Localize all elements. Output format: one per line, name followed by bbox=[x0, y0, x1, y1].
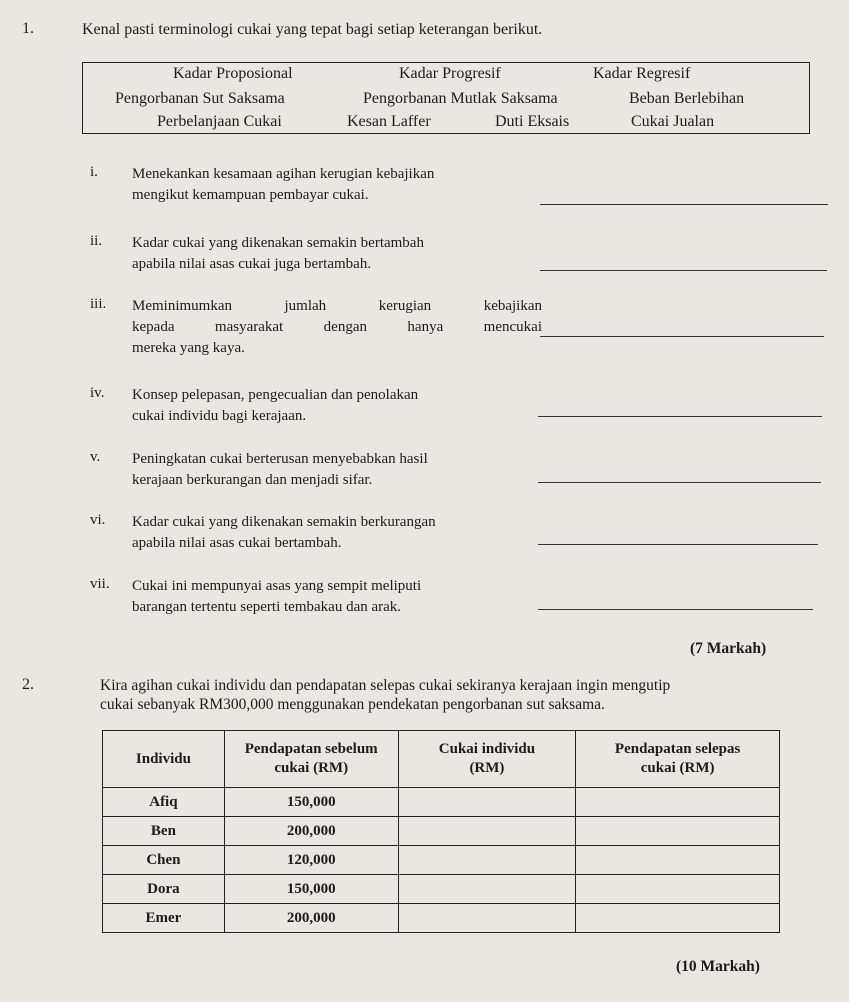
item-label: iv. bbox=[90, 385, 105, 401]
item-line: apabila nilai asas cukai juga bertambah. bbox=[132, 256, 372, 272]
item-text bbox=[132, 512, 542, 554]
cell-tax[interactable] bbox=[398, 817, 576, 846]
item-text bbox=[132, 296, 542, 359]
item-text bbox=[132, 164, 542, 206]
tax-distribution-table bbox=[102, 730, 780, 933]
item-line: Menekankan kesamaan agihan kerugian kebajikan bbox=[132, 166, 435, 182]
header-line: Pendapatan selepas bbox=[614, 741, 741, 757]
item-line: mereka yang kaya. bbox=[132, 340, 245, 356]
term-word: Beban Berlebihan bbox=[629, 90, 745, 107]
question-1-number: 1. bbox=[22, 20, 34, 37]
question-2-text bbox=[100, 676, 670, 714]
header-individual-tax bbox=[398, 731, 576, 788]
header-line: (RM) bbox=[469, 760, 505, 776]
header-line: Individu bbox=[135, 750, 191, 767]
answer-line[interactable] bbox=[538, 609, 813, 610]
header-line: Cukai individu bbox=[438, 741, 536, 757]
cell-income: 120,000 bbox=[224, 846, 398, 875]
question-1-instruction: Kenal pasti terminologi cukai yang tepat bagi setiap keterangan berikut. bbox=[82, 21, 543, 38]
item-text bbox=[132, 233, 542, 275]
item-text bbox=[132, 385, 542, 427]
item-line: Cukai ini mempunyai asas yang sempit meliputi bbox=[132, 578, 422, 594]
term-word: Perbelanjaan Cukai bbox=[157, 113, 282, 130]
answer-line[interactable] bbox=[538, 416, 822, 417]
cell-income: 200,000 bbox=[224, 817, 398, 846]
cell-tax[interactable] bbox=[398, 788, 576, 817]
item-line: cukai individu bagi kerajaan. bbox=[132, 408, 307, 424]
table-header-row bbox=[103, 731, 780, 788]
item-text bbox=[132, 576, 542, 618]
answer-line[interactable] bbox=[540, 204, 828, 205]
term-word: Pengorbanan Mutlak Saksama bbox=[363, 90, 558, 107]
item-label: ii. bbox=[90, 233, 103, 249]
cell-after-tax[interactable] bbox=[576, 788, 780, 817]
cell-name: Emer bbox=[103, 904, 225, 933]
term-word-box bbox=[82, 62, 810, 134]
item-label: vii. bbox=[90, 576, 110, 592]
item-line: Meminimumkan jumlah kerugian kebajikan bbox=[132, 298, 542, 314]
table-row bbox=[103, 875, 780, 904]
answer-line[interactable] bbox=[540, 336, 824, 337]
term-word: Pengorbanan Sut Saksama bbox=[115, 90, 285, 107]
item-line: mengikut kemampuan pembayar cukai. bbox=[132, 187, 369, 203]
answer-line[interactable] bbox=[540, 270, 827, 271]
item-line: barangan tertentu seperti tembakau dan arak. bbox=[132, 599, 402, 615]
header-individu bbox=[103, 731, 225, 788]
table-row bbox=[103, 846, 780, 875]
cell-name: Chen bbox=[103, 846, 225, 875]
item-label: i. bbox=[90, 164, 98, 180]
answer-line[interactable] bbox=[538, 482, 821, 483]
term-word: Cukai Jualan bbox=[631, 113, 715, 130]
header-line: Pendapatan sebelum bbox=[244, 741, 378, 757]
question-1-marks: (7 Markah) bbox=[690, 640, 767, 657]
cell-name: Ben bbox=[103, 817, 225, 846]
item-line: Kadar cukai yang dikenakan semakin bertambah bbox=[132, 235, 424, 251]
item-line: apabila nilai asas cukai bertambah. bbox=[132, 535, 342, 551]
item-line: Kadar cukai yang dikenakan semakin berkurangan bbox=[132, 514, 436, 530]
question-2-number: 2. bbox=[22, 676, 34, 693]
header-line: cukai (RM) bbox=[274, 760, 349, 776]
cell-tax[interactable] bbox=[398, 875, 576, 904]
item-line: Konsep pelepasan, pengecualian dan penolakan bbox=[132, 387, 419, 403]
cell-income: 200,000 bbox=[224, 904, 398, 933]
header-line: cukai (RM) bbox=[640, 760, 715, 776]
cell-name: Dora bbox=[103, 875, 225, 904]
item-label: v. bbox=[90, 449, 101, 465]
item-line: kerajaan berkurangan dan menjadi sifar. bbox=[132, 472, 373, 488]
item-line: kepada masyarakat dengan hanya mencukai bbox=[132, 319, 542, 335]
header-income-before bbox=[224, 731, 398, 788]
term-word: Duti Eksais bbox=[495, 113, 570, 130]
table-row bbox=[103, 904, 780, 933]
item-label: vi. bbox=[90, 512, 106, 528]
question-2-marks: (10 Markah) bbox=[676, 958, 760, 975]
cell-tax[interactable] bbox=[398, 846, 576, 875]
cell-after-tax[interactable] bbox=[576, 817, 780, 846]
cell-after-tax[interactable] bbox=[576, 875, 780, 904]
cell-income: 150,000 bbox=[224, 788, 398, 817]
table-row bbox=[103, 788, 780, 817]
term-word: Kadar Proposional bbox=[173, 65, 293, 82]
item-label: iii. bbox=[90, 296, 107, 312]
table-row bbox=[103, 817, 780, 846]
answer-line[interactable] bbox=[538, 544, 818, 545]
question-2-line: cukai sebanyak RM300,000 menggunakan pendekatan pengorbanan sut saksama. bbox=[100, 696, 605, 713]
cell-after-tax[interactable] bbox=[576, 846, 780, 875]
question-2-line: Kira agihan cukai individu dan pendapatan selepas cukai sekiranya kerajaan ingin mengutip bbox=[100, 677, 671, 694]
cell-after-tax[interactable] bbox=[576, 904, 780, 933]
cell-income: 150,000 bbox=[224, 875, 398, 904]
header-income-after bbox=[576, 731, 780, 788]
term-word: Kesan Laffer bbox=[347, 113, 431, 130]
item-text bbox=[132, 449, 542, 491]
term-word: Kadar Regresif bbox=[593, 65, 691, 82]
item-line: Peningkatan cukai berterusan menyebabkan hasil bbox=[132, 451, 428, 467]
term-word: Kadar Progresif bbox=[399, 65, 501, 82]
cell-name: Afiq bbox=[103, 788, 225, 817]
cell-tax[interactable] bbox=[398, 904, 576, 933]
